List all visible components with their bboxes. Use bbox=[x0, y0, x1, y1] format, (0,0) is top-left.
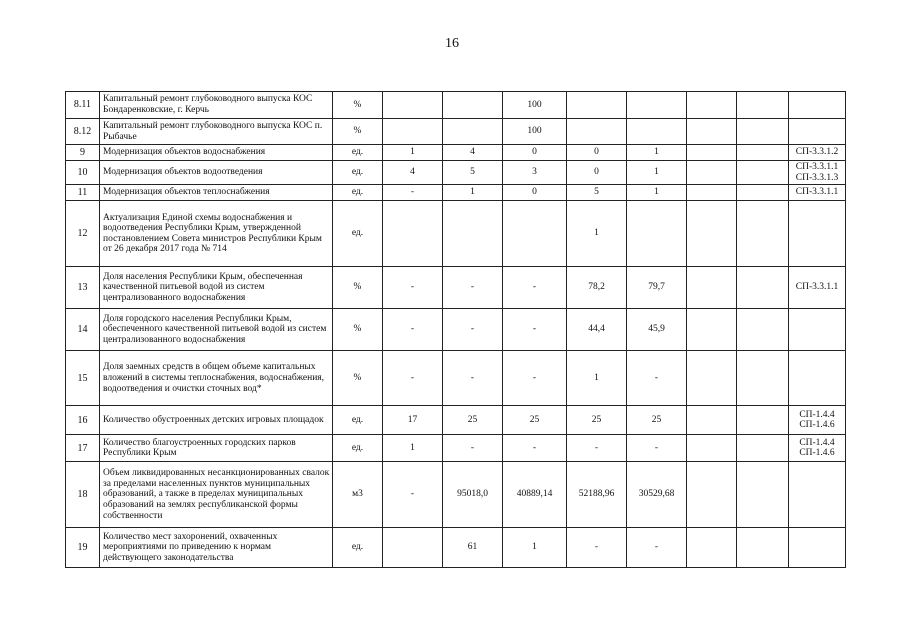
reference-cell bbox=[789, 351, 846, 406]
value-cell-6 bbox=[687, 161, 737, 185]
indicator-name-cell: Количество обустроенных детских игровых площадок bbox=[100, 406, 333, 435]
value-cell-5: 1 bbox=[627, 161, 687, 185]
value-cell-5 bbox=[627, 201, 687, 267]
indicator-name-cell: Объем ликвидированных несанкционированных свалок за пределами населенных пунктов муниципальных образований, а также в пределах муниципальных образований на землях республиканской формы собственности bbox=[100, 462, 333, 528]
value-cell-6 bbox=[687, 119, 737, 145]
value-cell-3: 1 bbox=[503, 528, 567, 568]
indicators-table bbox=[65, 91, 846, 568]
table-row bbox=[66, 351, 846, 406]
value-cell-6 bbox=[687, 406, 737, 435]
value-cell-2: - bbox=[443, 267, 503, 309]
value-cell-1: 4 bbox=[383, 161, 443, 185]
table-row bbox=[66, 145, 846, 161]
reference-cell: СП-1.4.4 СП-1.4.6 bbox=[789, 435, 846, 462]
table-row bbox=[66, 201, 846, 267]
value-cell-5: 30529,68 bbox=[627, 462, 687, 528]
value-cell-3: 3 bbox=[503, 161, 567, 185]
value-cell-3: 40889,14 bbox=[503, 462, 567, 528]
value-cell-7 bbox=[737, 435, 789, 462]
reference-cell bbox=[789, 92, 846, 119]
row-number-cell: 15 bbox=[66, 351, 100, 406]
value-cell-5: 1 bbox=[627, 145, 687, 161]
value-cell-7 bbox=[737, 351, 789, 406]
value-cell-7 bbox=[737, 406, 789, 435]
value-cell-6 bbox=[687, 185, 737, 201]
indicator-name-cell: Актуализация Единой схемы водоснабжения и водоотведения Республики Крым, утвержденной постановлением Совета министров Республики Крым от 26 декабря 2017 года № 714 bbox=[100, 201, 333, 267]
indicator-name-cell: Капитальный ремонт глубоководного выпуска КОС п. Рыбачье bbox=[100, 119, 333, 145]
value-cell-6 bbox=[687, 145, 737, 161]
table-row bbox=[66, 119, 846, 145]
value-cell-1: - bbox=[383, 185, 443, 201]
value-cell-5: 45,9 bbox=[627, 309, 687, 351]
value-cell-4: 78,2 bbox=[567, 267, 627, 309]
value-cell-2 bbox=[443, 92, 503, 119]
reference-cell bbox=[789, 309, 846, 351]
value-cell-7 bbox=[737, 201, 789, 267]
indicator-name-cell: Модернизация объектов водоснабжения bbox=[100, 145, 333, 161]
value-cell-3: 0 bbox=[503, 145, 567, 161]
table-row bbox=[66, 161, 846, 185]
row-number-cell: 18 bbox=[66, 462, 100, 528]
value-cell-5: - bbox=[627, 528, 687, 568]
value-cell-2: - bbox=[443, 309, 503, 351]
indicator-name-cell: Доля заемных средств в общем объеме капитальных вложений в системы теплоснабжения, водоснабжения, водоотведения и очистки сточных вод* bbox=[100, 351, 333, 406]
value-cell-1: - bbox=[383, 462, 443, 528]
table-row bbox=[66, 92, 846, 119]
indicator-name-cell: Количество благоустроенных городских парков Республики Крым bbox=[100, 435, 333, 462]
value-cell-5: 25 bbox=[627, 406, 687, 435]
value-cell-6 bbox=[687, 528, 737, 568]
value-cell-7 bbox=[737, 528, 789, 568]
value-cell-3: 25 bbox=[503, 406, 567, 435]
value-cell-4: 5 bbox=[567, 185, 627, 201]
reference-cell: СП-3.3.1.1 bbox=[789, 267, 846, 309]
row-number-cell: 12 bbox=[66, 201, 100, 267]
value-cell-2: 95018,0 bbox=[443, 462, 503, 528]
value-cell-3: 100 bbox=[503, 92, 567, 119]
value-cell-6 bbox=[687, 435, 737, 462]
table-body bbox=[66, 92, 846, 568]
value-cell-2: 61 bbox=[443, 528, 503, 568]
value-cell-4: 25 bbox=[567, 406, 627, 435]
indicator-name-cell: Количество мест захоронений, охваченных мероприятиями по приведению к нормам действующего законодательства bbox=[100, 528, 333, 568]
unit-cell: % bbox=[333, 267, 383, 309]
value-cell-3: 0 bbox=[503, 185, 567, 201]
indicator-name-cell: Капитальный ремонт глубоководного выпуска КОС Бондаренковские, г. Керчь bbox=[100, 92, 333, 119]
value-cell-6 bbox=[687, 462, 737, 528]
value-cell-3: - bbox=[503, 435, 567, 462]
value-cell-1 bbox=[383, 201, 443, 267]
value-cell-6 bbox=[687, 92, 737, 119]
value-cell-5 bbox=[627, 119, 687, 145]
reference-cell: СП-3.3.1.1 bbox=[789, 185, 846, 201]
row-number-cell: 13 bbox=[66, 267, 100, 309]
value-cell-1: - bbox=[383, 351, 443, 406]
value-cell-4 bbox=[567, 92, 627, 119]
value-cell-4: 0 bbox=[567, 145, 627, 161]
value-cell-7 bbox=[737, 161, 789, 185]
row-number-cell: 17 bbox=[66, 435, 100, 462]
value-cell-4: 1 bbox=[567, 201, 627, 267]
row-number-cell: 8.12 bbox=[66, 119, 100, 145]
table-row bbox=[66, 528, 846, 568]
indicator-name-cell: Доля населения Республики Крым, обеспеченная качественной питьевой водой из систем централизованного водоснабжения bbox=[100, 267, 333, 309]
value-cell-3: 100 bbox=[503, 119, 567, 145]
value-cell-2 bbox=[443, 119, 503, 145]
reference-cell bbox=[789, 119, 846, 145]
unit-cell: % bbox=[333, 119, 383, 145]
value-cell-5: - bbox=[627, 435, 687, 462]
unit-cell: ед. bbox=[333, 406, 383, 435]
unit-cell: % bbox=[333, 351, 383, 406]
unit-cell: ед. bbox=[333, 161, 383, 185]
unit-cell: % bbox=[333, 309, 383, 351]
value-cell-4: 1 bbox=[567, 351, 627, 406]
value-cell-2: - bbox=[443, 435, 503, 462]
reference-cell: СП-3.3.1.1 СП-3.3.1.3 bbox=[789, 161, 846, 185]
reference-cell bbox=[789, 528, 846, 568]
row-number-cell: 10 bbox=[66, 161, 100, 185]
unit-cell: м3 bbox=[333, 462, 383, 528]
value-cell-7 bbox=[737, 267, 789, 309]
row-number-cell: 8.11 bbox=[66, 92, 100, 119]
value-cell-7 bbox=[737, 92, 789, 119]
value-cell-7 bbox=[737, 145, 789, 161]
value-cell-7 bbox=[737, 185, 789, 201]
value-cell-2: 4 bbox=[443, 145, 503, 161]
value-cell-1: - bbox=[383, 309, 443, 351]
value-cell-1 bbox=[383, 92, 443, 119]
reference-cell: СП-3.3.1.2 bbox=[789, 145, 846, 161]
value-cell-2: 25 bbox=[443, 406, 503, 435]
row-number-cell: 19 bbox=[66, 528, 100, 568]
indicator-name-cell: Доля городского населения Республики Крым, обеспеченного качественной питьевой водой из систем централизованного водоснабжения bbox=[100, 309, 333, 351]
value-cell-2 bbox=[443, 201, 503, 267]
value-cell-6 bbox=[687, 309, 737, 351]
unit-cell: % bbox=[333, 92, 383, 119]
unit-cell: ед. bbox=[333, 528, 383, 568]
value-cell-5 bbox=[627, 92, 687, 119]
value-cell-4: 0 bbox=[567, 161, 627, 185]
row-number-cell: 16 bbox=[66, 406, 100, 435]
reference-cell bbox=[789, 201, 846, 267]
value-cell-2: - bbox=[443, 351, 503, 406]
value-cell-1: - bbox=[383, 267, 443, 309]
value-cell-5: 79,7 bbox=[627, 267, 687, 309]
row-number-cell: 14 bbox=[66, 309, 100, 351]
value-cell-3 bbox=[503, 201, 567, 267]
reference-cell: СП-1.4.4 СП-1.4.6 bbox=[789, 406, 846, 435]
value-cell-2: 1 bbox=[443, 185, 503, 201]
value-cell-7 bbox=[737, 119, 789, 145]
indicator-name-cell: Модернизация объектов теплоснабжения bbox=[100, 185, 333, 201]
reference-cell bbox=[789, 462, 846, 528]
table-row bbox=[66, 309, 846, 351]
value-cell-7 bbox=[737, 309, 789, 351]
indicator-name-cell: Модернизация объектов водоотведения bbox=[100, 161, 333, 185]
value-cell-1: 1 bbox=[383, 435, 443, 462]
value-cell-5: 1 bbox=[627, 185, 687, 201]
unit-cell: ед. bbox=[333, 185, 383, 201]
unit-cell: ед. bbox=[333, 435, 383, 462]
value-cell-3: - bbox=[503, 267, 567, 309]
table-row bbox=[66, 435, 846, 462]
value-cell-1 bbox=[383, 528, 443, 568]
value-cell-6 bbox=[687, 201, 737, 267]
value-cell-1 bbox=[383, 119, 443, 145]
value-cell-5: - bbox=[627, 351, 687, 406]
unit-cell: ед. bbox=[333, 145, 383, 161]
value-cell-4: 44,4 bbox=[567, 309, 627, 351]
table-row bbox=[66, 185, 846, 201]
value-cell-2: 5 bbox=[443, 161, 503, 185]
value-cell-4 bbox=[567, 119, 627, 145]
value-cell-3: - bbox=[503, 351, 567, 406]
table-row bbox=[66, 267, 846, 309]
table-row bbox=[66, 462, 846, 528]
page-number: 16 bbox=[445, 36, 459, 51]
value-cell-4: - bbox=[567, 528, 627, 568]
table-row bbox=[66, 406, 846, 435]
value-cell-4: - bbox=[567, 435, 627, 462]
value-cell-6 bbox=[687, 267, 737, 309]
row-number-cell: 9 bbox=[66, 145, 100, 161]
unit-cell: ед. bbox=[333, 201, 383, 267]
value-cell-4: 52188,96 bbox=[567, 462, 627, 528]
value-cell-3: - bbox=[503, 309, 567, 351]
row-number-cell: 11 bbox=[66, 185, 100, 201]
value-cell-1: 1 bbox=[383, 145, 443, 161]
value-cell-7 bbox=[737, 462, 789, 528]
value-cell-1: 17 bbox=[383, 406, 443, 435]
value-cell-6 bbox=[687, 351, 737, 406]
